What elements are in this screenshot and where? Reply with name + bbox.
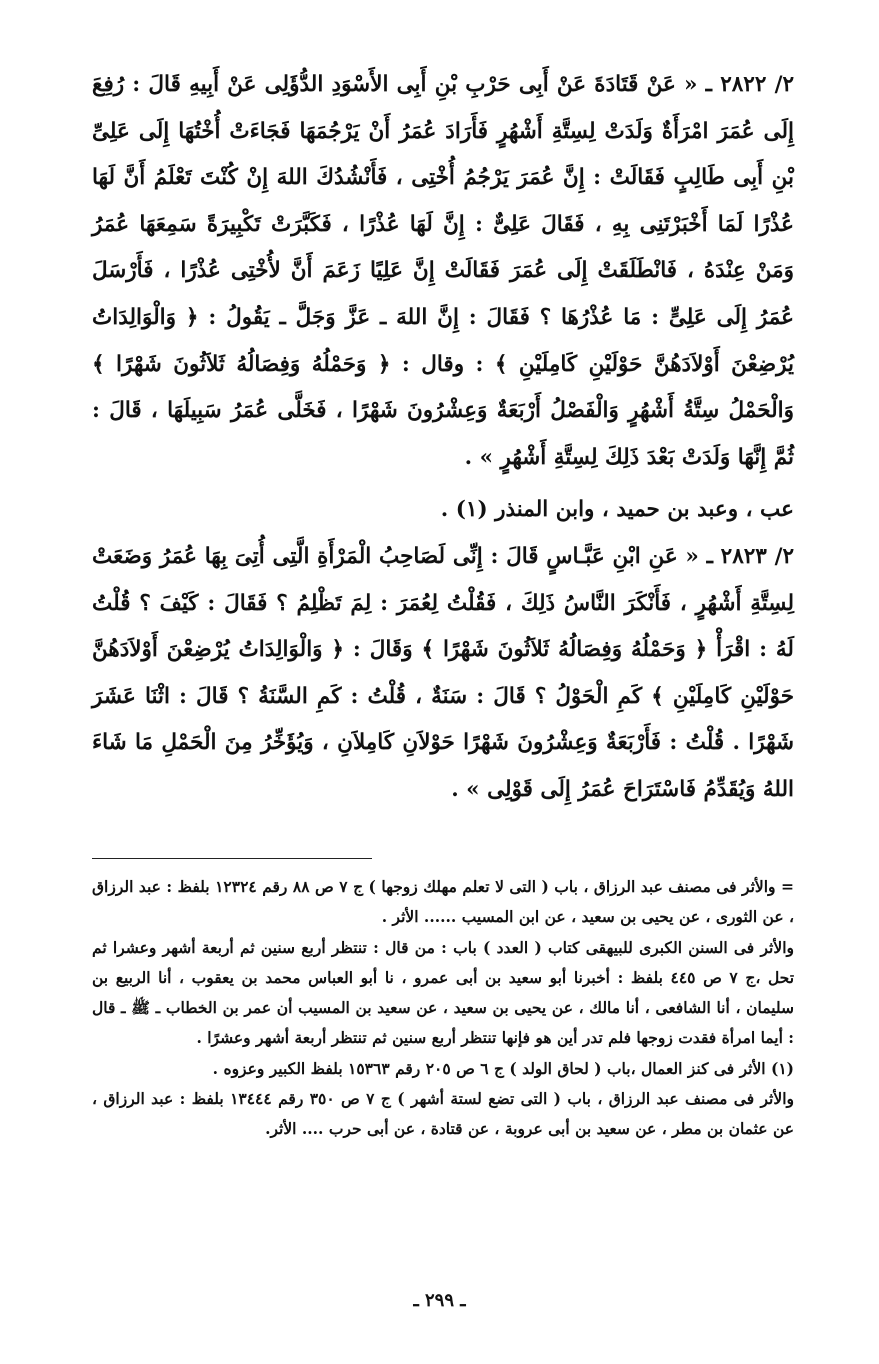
footnote-1: (١) الأثر فى كنز العمال ،باب ( لحاق الولد ) ج ٦ ص ٢٠٥ رقم ١٥٣٦٣ بلفظ الكبير وعزوه . xyxy=(212,1058,794,1078)
footnotes-block xyxy=(92,872,794,1145)
footnote-1-continued: والأثر فى مصنف عبد الرزاق ، باب ( التى تضع لستة أشهر ) ج ٧ ص ٣٥٠ رقم ١٣٤٤٤ بلفظ : عبد الرزاق ، عن عثمان بن مطر ، عن سعيد بن أبى عروبة ، عن قتادة ، عن أبى حرب .... الأثر. xyxy=(92,1089,794,1139)
hadith-2822-source: عب ، وعبد بن حميد ، وابن المنذر (١) . xyxy=(440,497,794,523)
main-text-block xyxy=(92,62,794,814)
footnote-divider xyxy=(92,858,372,859)
footnote-continued-a: = والأثر فى مصنف عبد الرزاق ، باب ( التى لا تعلم مهلك زوجها ) ج ٧ ص ٨٨ رقم ١٢٣٢٤ بلفظ : عبد الرزاق ، عن الثورى ، عن يحيى بن سعيد ، عن ابن المسيب ...... الأثر . xyxy=(92,877,794,927)
footnote-continued-b: والأثر فى السنن الكبرى للبيهقى كتاب ( العدد ) باب : من قال : تنتظر أربع سنين ثم أربعة أشهر وعشرا ثم تحل ،ج ٧ ص ٤٤٥ بلفظ : أخبرنا أبو سعيد بن أبى عمرو ، نا أبو العباس محمد بن يعقوب ، أنا الربيع بن سليمان ، أنا الشافعى ، أنا مالك ، عن يحيى بن سعيد ، عن سعيد بن المسيب أن عمر بن الخطاب ـ ﷺ ـ قال : أيما امرأة فقدت زوجها فلم تدر أين هو فإنها تنتظر أربع سنين ثم تنتظر أربعة أشهر وعشرًا . xyxy=(92,937,795,1048)
page-number: ـ ٢٩٩ ـ xyxy=(413,1290,466,1311)
hadith-2823: ٢/ ٢٨٢٣ ـ « عَنِ ابْنِ عَبَّـاسٍ قَالَ : إِنِّى لَصَاحِبُ الْمَرْأَةِ الَّتِى أُتِىَ بِهَا عُمَرُ وَضَعَتْ لِسِتَّةِ أَشْهُرٍ ، فَأَنْكَرَ النَّاسُ ذَلِكَ ، فَقُلْتُ لِعُمَرَ : لِمَ تَظْلِمُ ؟ فَقَالَ : كَيْفَ ؟ قُلْتُ لَهُ : اقْرَأْ ﴿ وَحَمْلُهُ وَفِصَالُهُ ثَلاَثُونَ شَهْرًا ﴾ وَقَالَ : ﴿ وَالْوَالِدَاتُ يُرْضِعْنَ أَوْلاَدَهُنَّ حَوْلَيْنِ كَامِلَيْنِ ﴾ كَمِ الْحَوْلُ ؟ قَالَ : سَنَةٌ ، قُلْتُ : كَمِ السَّنَةُ ؟ قَالَ : اثْنَا عَشَرَ شَهْرًا . قُلْتُ : فَأَرْبَعَةٌ وَعِشْرُونَ شَهْرًا حَوْلاَنِ كَامِلاَنِ ، وَيُؤَخِّرُ مِنَ الْحَمْلِ مَا شَاءَ اللهُ وَيُقَدِّمُ فَاسْتَرَاحَ عُمَرُ إِلَى قَوْلِى » . xyxy=(92,543,794,802)
hadith-2822: ٢/ ٢٨٢٢ ـ « عَنْ قَتَادَةَ عَنْ أَبِى حَرْبِ بْنِ أَبِى الأَسْوَدِ الدُّؤَلِى عَنْ أَبِيهِ قَالَ : رُفِعَ إِلَى عُمَرَ امْرَأَةٌ وَلَدَتْ لِسِتَّةِ أَشْهُرٍ فَأَرَادَ عُمَرُ أَنْ يَرْجُمَهَا فَجَاءَتْ أُخْتُهَا إِلَى عَلِىِّ بْنِ أَبِى طَالِبٍ فَقَالَتْ : إِنَّ عُمَرَ يَرْجُمُ أُخْتِى ، فَأَنْشُدُكَ اللهَ إِنْ كُنْتَ تَعْلَمُ أَنَّ لَهَا عُذْرًا لَمَا أَخْبَرْتَنِى بِهِ ، فَقَالَ عَلِىٌّ : إِنَّ لَهَا عُذْرًا ، فَكَبَّرَتْ تَكْبِيرَةً سَمِعَهَا عُمَرُ وَمَنْ عِنْدَهُ ، فَانْطَلَقَتْ إِلَى عُمَرَ فَقَالَتْ إِنَّ عَلِيًا زَعَمَ أَنَّ لأُخْتِى عُذْرًا ، فَأَرْسَلَ عُمَرُ إِلَى عَلِىٍّ : مَا عُذْرُهَا ؟ فَقَالَ : إِنَّ اللهَ ـ عَزَّ وَجَلَّ ـ يَقُولُ : ﴿ وَالْوَالِدَاتُ يُرْضِعْنَ أَوْلاَدَهُنَّ حَوْلَيْنِ كَامِلَيْنِ ﴾ : وقال : ﴿ وَحَمْلُهُ وَفِصَالُهُ ثَلاَثُونَ شَهْرًا ﴾ وَالْحَمْلُ سِتَّةُ أَشْهُرٍ وَالْفَصْلُ أَرْبَعَةٌ وَعِشْرُونَ شَهْرًا ، فَخَلَّى عُمَرُ سَبِيلَهَا ، قَالَ : ثُمَّ إِنَّهَا وَلَدَتْ بَعْدَ ذَلِكَ لِسِتَّةِ أَشْهُرٍ » . xyxy=(92,72,795,470)
